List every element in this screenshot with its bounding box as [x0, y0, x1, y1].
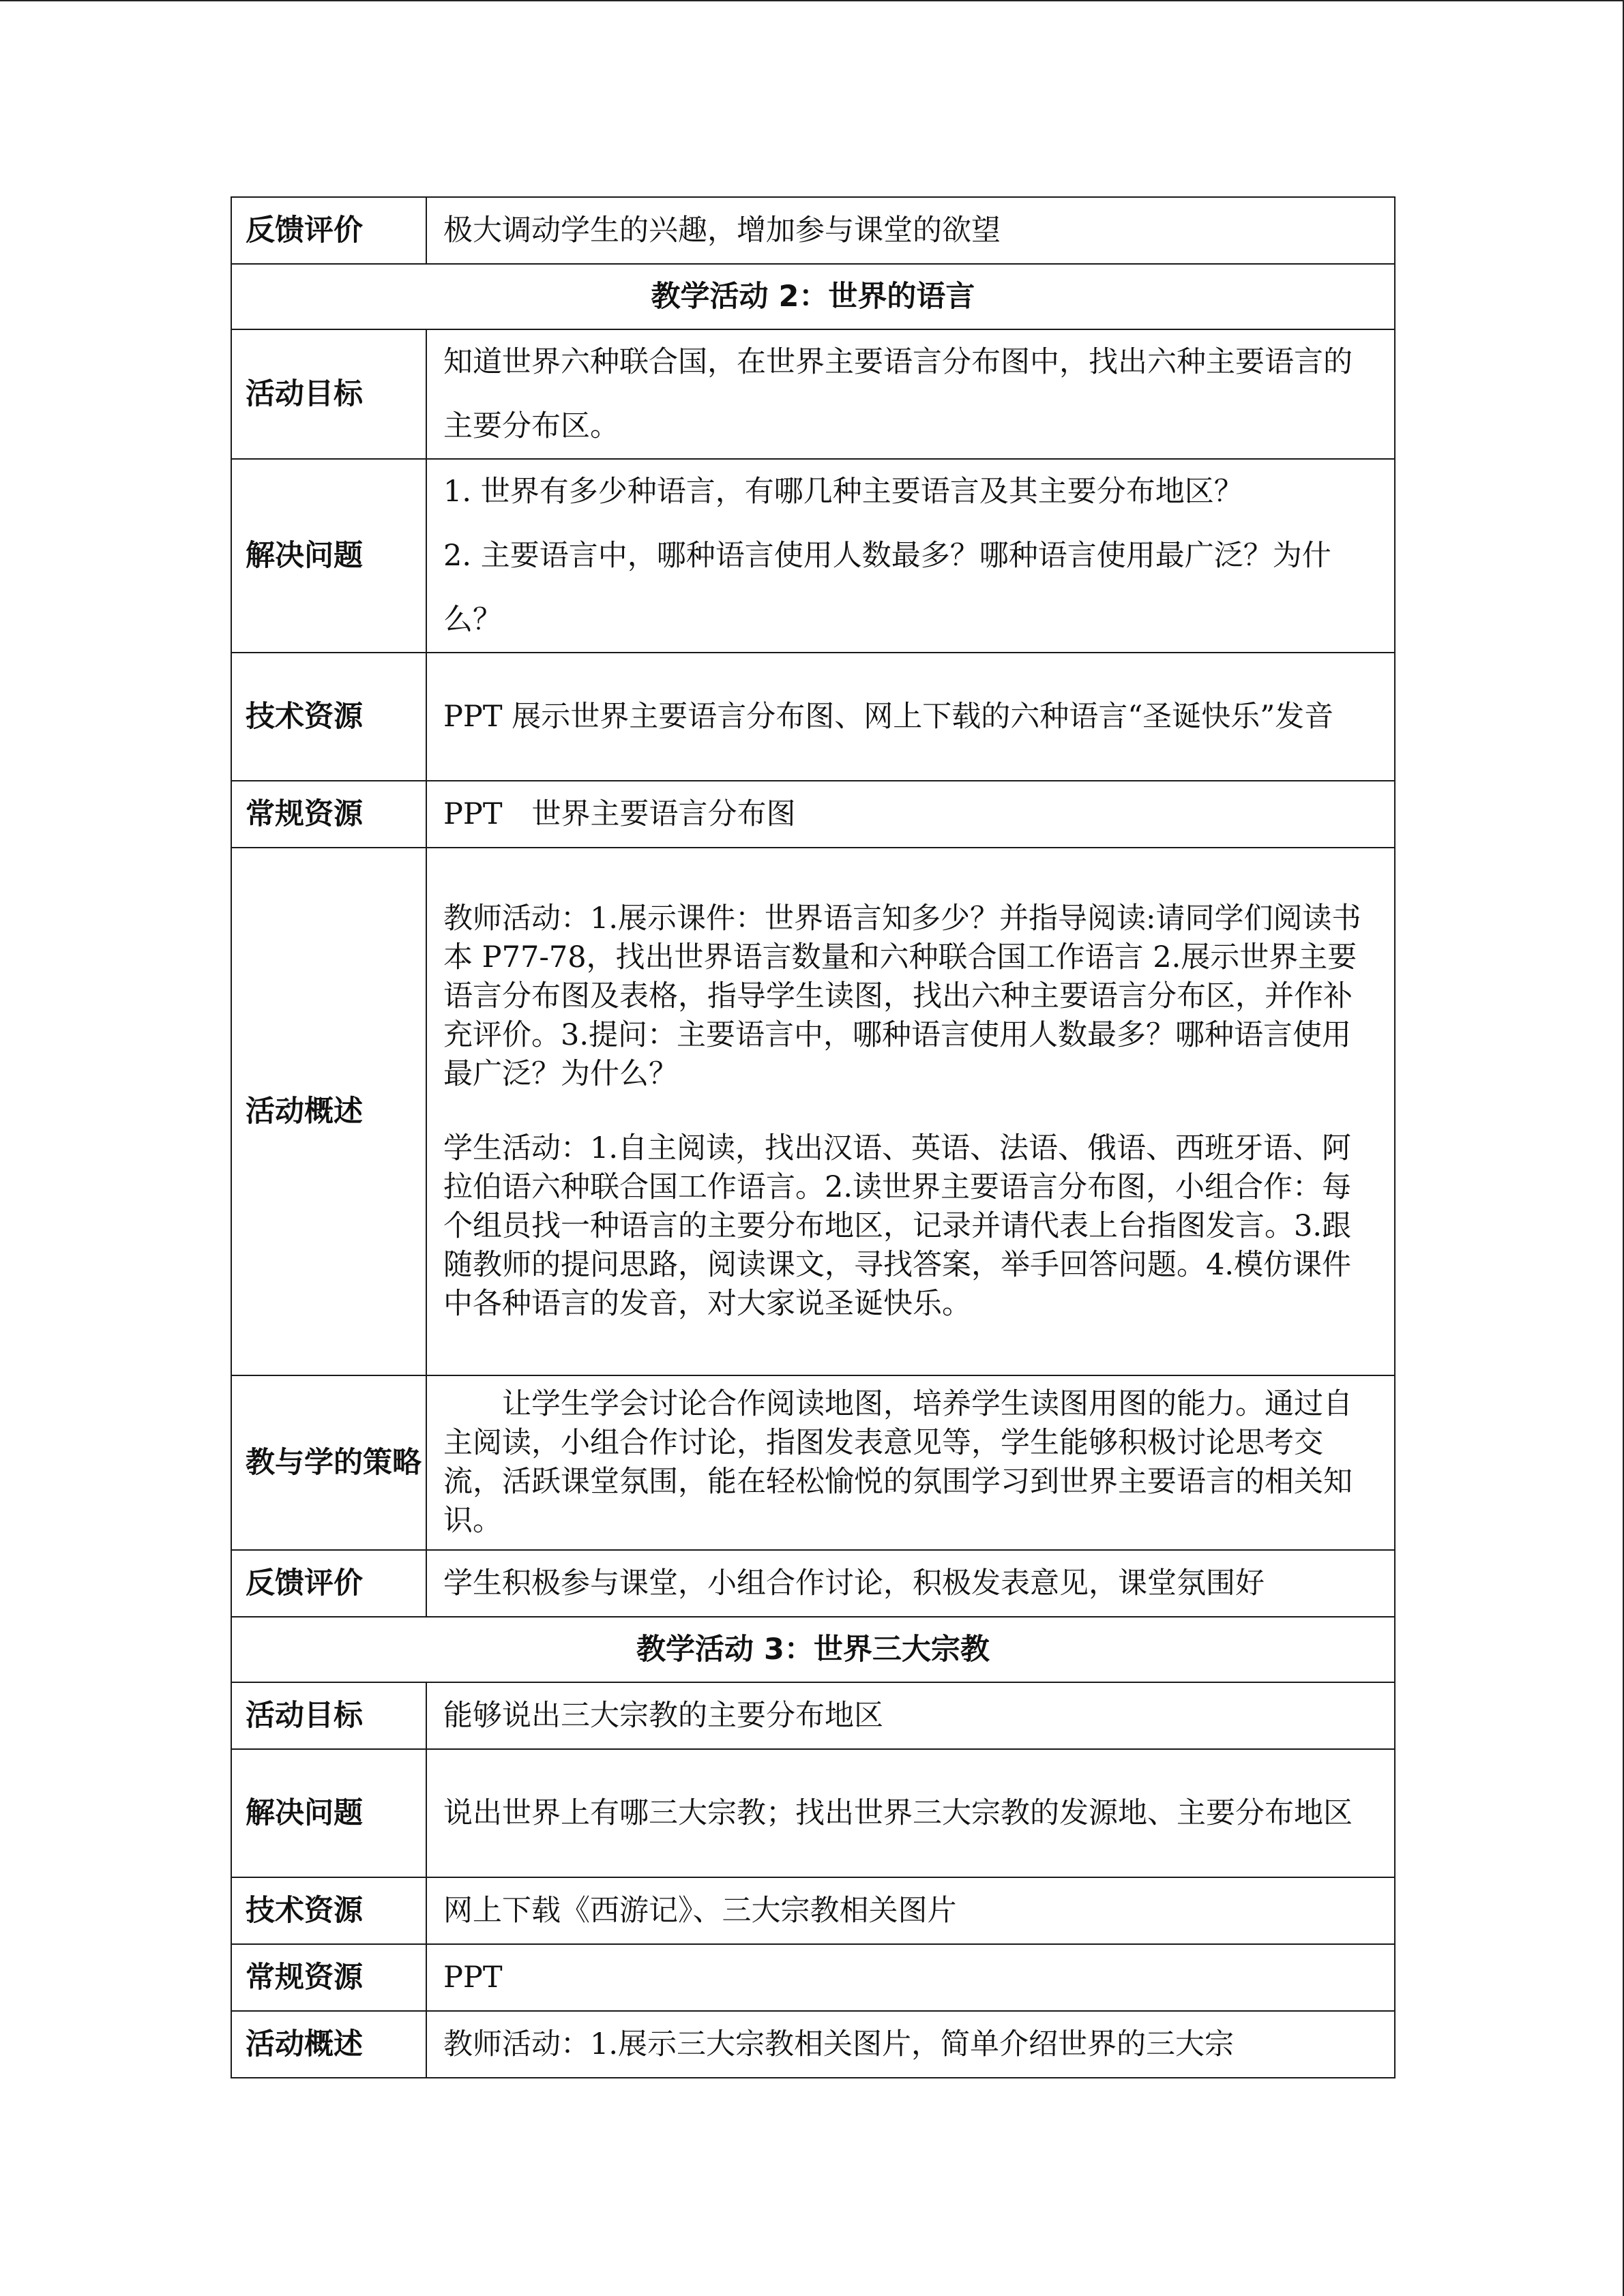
table-row [231, 459, 1395, 653]
row-content-overview [426, 848, 1395, 1375]
row-label-feedback: 反馈评价 [231, 197, 426, 264]
row-content-goal-3: 能够说出三大宗教的主要分布地区 [426, 1682, 1395, 1749]
row-label-conventional: 常规资源 [231, 781, 426, 848]
table-row [231, 329, 1395, 459]
row-label-goal-3: 活动目标 [231, 1682, 426, 1749]
table-row [231, 848, 1395, 1375]
row-label-goal: 活动目标 [231, 329, 426, 459]
row-label-overview: 活动概述 [231, 848, 426, 1375]
row-label-conventional-3: 常规资源 [231, 1944, 426, 2011]
section-header-row [231, 1617, 1395, 1682]
lesson-plan-table [231, 196, 1396, 2078]
table-row [231, 2011, 1395, 2078]
row-label-overview-3: 活动概述 [231, 2011, 426, 2078]
row-label-problem: 解决问题 [231, 459, 426, 653]
table-row [231, 653, 1395, 781]
student-activity: 学生活动：1.自主阅读，找出汉语、英语、法语、俄语、西班牙语、阿拉伯语六种联合国工作语言。2.读世界主要语言分布图，小组合作：每个组员找一种语言的主要分布地区，记录并请代表上台指图发言。3.跟随教师的提问思路，阅读课文，寻找答案，举手回答问题。4.模仿课件中各种语言的发音，对大家说圣诞快乐。 [443, 1131, 1352, 1321]
table-row [231, 1877, 1395, 1944]
section-header-row [231, 264, 1395, 329]
row-content-goal: 知道世界六种联合国，在世界主要语言分布图中，找出六种主要语言的主要分布区。 [426, 329, 1395, 459]
table-row [231, 197, 1395, 264]
row-label-tech-3: 技术资源 [231, 1877, 426, 1944]
row-content-strategy: 让学生学会讨论合作阅读地图，培养学生读图用图的能力。通过自主阅读，小组合作讨论，指图发表意见等，学生能够积极讨论思考交流，活跃课堂氛围，能在轻松愉悦的氛围学习到世界主要语言的相关知识。 [426, 1375, 1395, 1550]
row-content-problem-3: 说出世界上有哪三大宗教；找出世界三大宗教的发源地、主要分布地区 [426, 1749, 1395, 1877]
problem-line-1: 1. 世界有多少种语言，有哪几种主要语言及其主要分布地区？ [443, 475, 1243, 509]
teacher-activity: 教师活动：1.展示课件：世界语言知多少？并指导阅读:请同学们阅读书本 P77-78，找出世界语言数量和六种联合国工作语言 2.展示世界主要语言分布图及表格，指导学生读图，找出六种主要语言分布区，并作补充评价。3.提问：主要语言中，哪种语言使用人数最多？哪种语言使用最广泛？为什么？ [443, 901, 1361, 1091]
row-content-feedback-2: 学生积极参与课堂，小组合作讨论，积极发表意见，课堂氛围好 [426, 1550, 1395, 1617]
row-content-conventional: PPT 世界主要语言分布图 [426, 781, 1395, 848]
row-label-feedback-2: 反馈评价 [231, 1550, 426, 1617]
table-row [231, 1749, 1395, 1877]
problem-line-2: 2. 主要语言中，哪种语言使用人数最多？哪种语言使用最广泛？为什么？ [443, 539, 1331, 637]
row-content-tech-3: 网上下载《西游记》、三大宗教相关图片 [426, 1877, 1395, 1944]
table-row [231, 1682, 1395, 1749]
row-content-tech: PPT 展示世界主要语言分布图、网上下载的六种语言“圣诞快乐”发音 [426, 653, 1395, 781]
row-content-feedback: 极大调动学生的兴趣，增加参与课堂的欲望 [426, 197, 1395, 264]
table-row [231, 1550, 1395, 1617]
section-title-activity-3: 教学活动 3：世界三大宗教 [231, 1617, 1395, 1682]
row-label-strategy: 教与学的策略 [231, 1375, 426, 1550]
row-content-problem [426, 459, 1395, 653]
row-content-conventional-3: PPT [426, 1944, 1395, 2011]
row-content-overview-3: 教师活动：1.展示三大宗教相关图片，简单介绍世界的三大宗 [426, 2011, 1395, 2078]
row-label-problem-3: 解决问题 [231, 1749, 426, 1877]
section-title-activity-2: 教学活动 2：世界的语言 [231, 264, 1395, 329]
table-row [231, 1944, 1395, 2011]
row-label-tech: 技术资源 [231, 653, 426, 781]
table-row [231, 781, 1395, 848]
table-row [231, 1375, 1395, 1550]
